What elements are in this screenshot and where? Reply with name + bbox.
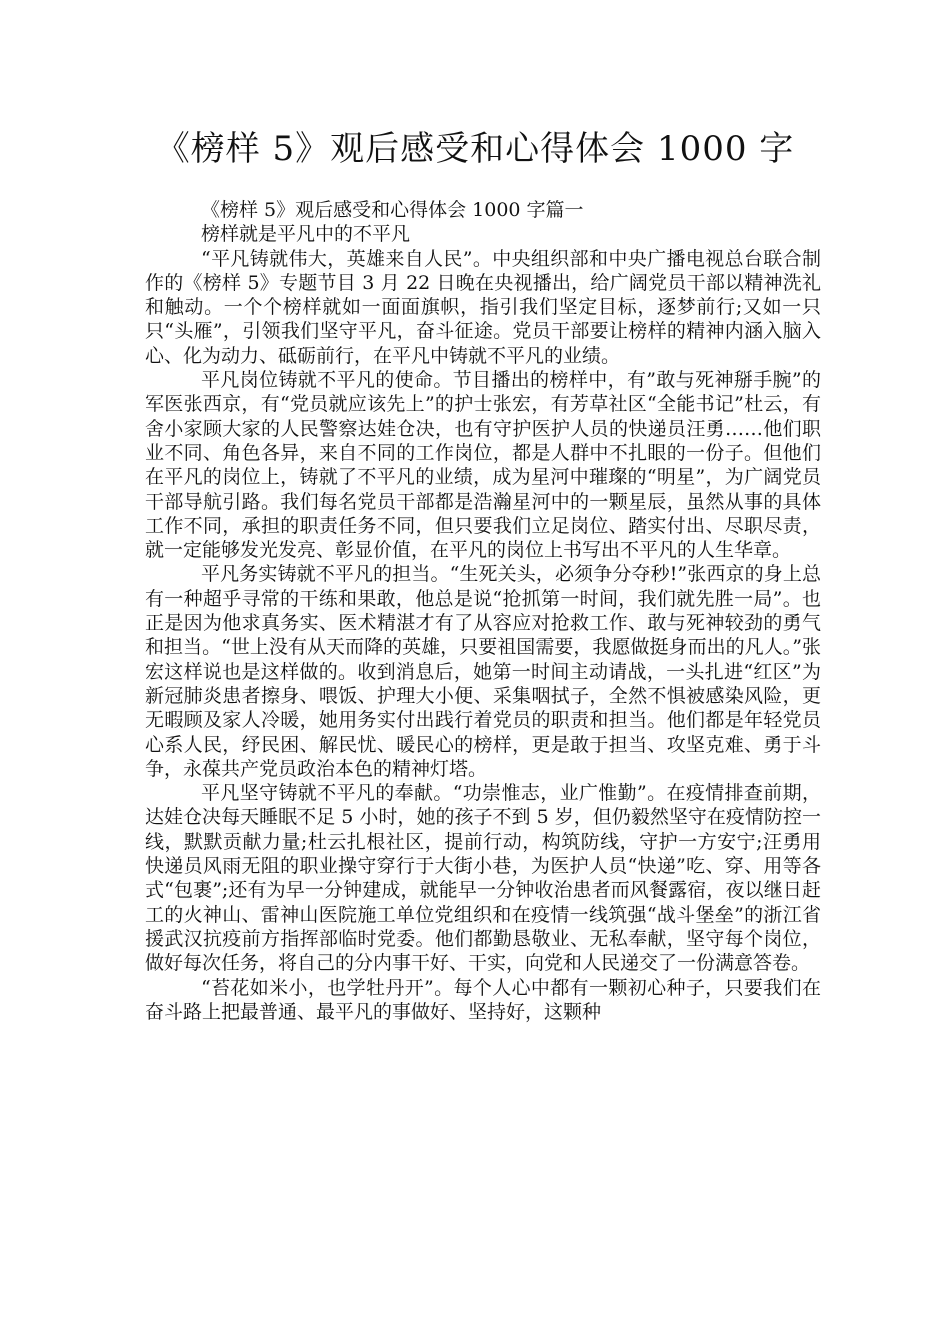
section-subtitle: 《榜样 5》观后感受和心得体会 1000 字篇一 — [201, 199, 584, 221]
paragraph: “苔花如米小，也学牡丹开”。每个人心中都有一颗初心种子，只要我们在奋斗路上把最普通、最平凡的事做好、坚持好，这颗种 — [145, 976, 821, 1023]
paragraph: 平凡岗位铸就不平凡的使命。节目播出的榜样中，有”敢与死神掰手腕”的军医张西京，有“党员就应该先上”的护士张宏，有芳草社区“全能书记”杜云，有舍小家顾大家的人民警察达娃仓决，也有守护医护人员的快递员汪勇……他们职业不同、角色各异，来自不同的工作岗位，都是人群中不扎眼的一份子。但他们在平凡的岗位上，铸就了不平凡的业绩，成为星河中璀璨的“明星”，为广阔党员干部导航引路。我们每名党员干部都是浩瀚星河中的一颗星辰，虽然从事的具体工作不同，承担的职责任务不同，但只要我们立足岗位、踏实付出、尽职尽责，就一定能够发光发亮、彰显价值，在平凡的岗位上书写出不平凡的人生华章。 — [145, 369, 821, 562]
paragraph: 平凡坚守铸就不平凡的奉献。“功崇惟志，业广惟勤”。在疫情排查前期，达娃仓决每天睡眠不足 5 小时，她的孩子不到 5 岁，但仍毅然坚守在疫情防控一线，默默贡献力量;杜云扎根社区，提前行动，构筑防线，守护一方安宁;汪勇用快递员风雨无阻的职业操守穿行于大街小巷，为医护人员“快递”吃、穿、用等各式“包裹”;还有为早一分钟建成，就能早一分钟收治患者而风餐露宿，夜以继日赶工的火神山、雷神山医院施工单位党组织和在疫情一线筑强“战斗堡垒”的浙江省援武汉抗疫前方指挥部临时党委。他们都勤恳敬业、无私奉献，坚守每个岗位，做好每次任务，将自己的分内事干好、干实，向党和人民递交了一份满意答卷。 — [145, 782, 821, 975]
document-title: 《榜样 5》观后感受和心得体会 1000 字 — [155, 129, 795, 169]
paragraph: “平凡铸就伟大，英雄来自人民”。中央组织部和中央广播电视总台联合制作的《榜样 5》专题节目 3 月 22 日晚在央视播出，给广阔党员干部以精神洗礼和触动。一个个榜样就如一面面旗帜，指引我们坚定目标，逐梦前行;又如一只只“头雁”，引领我们坚守平凡，奋斗征途。党员干部要让榜样的精神内涵入脑入心、化为动力、砥砺前行，在平凡中铸就不平凡的业绩。 — [145, 247, 821, 367]
document-body — [145, 198, 821, 1024]
paragraph: 平凡务实铸就不平凡的担当。“生死关头，必须争分夺秒!”张西京的身上总有一种超乎寻常的干练和果敢，他总是说“抢抓第一时间，我们就先胜一局”。也正是因为他求真务实、医术精湛才有了从容应对抢救工作、敢与死神较劲的勇气和担当。“世上没有从天而降的英雄，只要祖国需要，我愿做挺身而出的凡人。”张宏这样说也是这样做的。收到消息后，她第一时间主动请战，一头扎进“红区”为新冠肺炎患者擦身、喂饭、护理大小便、采集咽拭子，全然不惧被感染风险，更无暇顾及家人冷暖，她用务实付出践行着党员的职责和担当。他们都是年轻党员心系人民，纾民困、解民忧、暖民心的榜样，更是敢于担当、攻坚克难、勇于斗争，永葆共产党员政治本色的精神灯塔。 — [145, 563, 821, 780]
section-heading: 榜样就是平凡中的不平凡 — [201, 223, 411, 246]
